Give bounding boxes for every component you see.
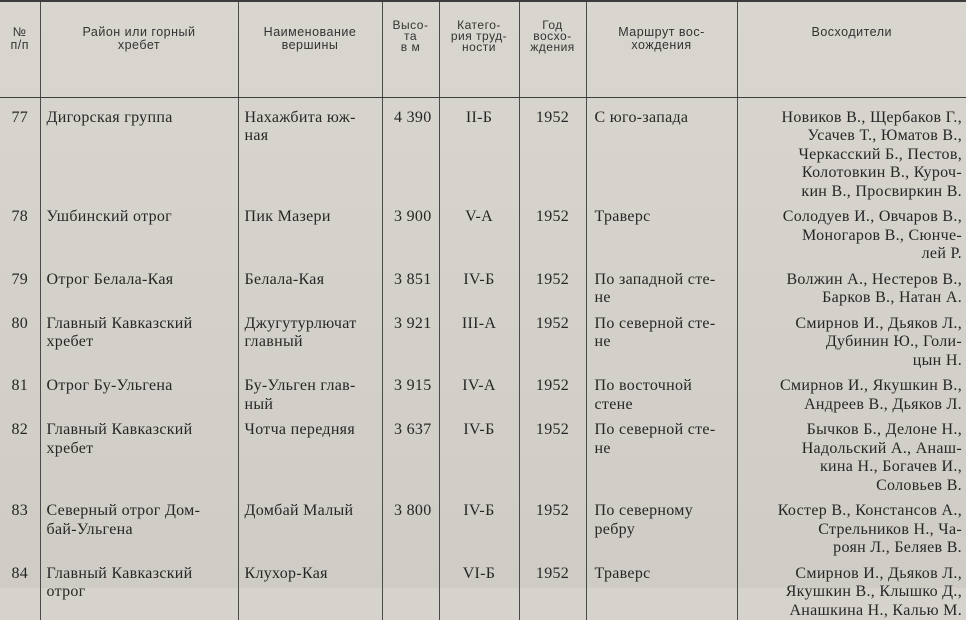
table-row: [0, 558, 966, 620]
row-route: С юго-запада: [586, 97, 737, 201]
row-peak: Белала-Кая: [238, 264, 382, 308]
table-row: [0, 97, 966, 201]
row-category: IV-Б: [439, 414, 519, 495]
row-region: Дигорская группа: [40, 97, 238, 201]
row-climbers: Костер В., Констансов А., Стрельников Н., Ча- роян Л., Беляев В.: [737, 495, 966, 558]
row-route: По западной сте- не: [586, 264, 737, 308]
header-region: Район или горный хребет: [40, 1, 238, 97]
header-category: Катего- рия труд- ности: [439, 1, 519, 97]
row-year: 1952: [519, 558, 586, 620]
row-year: 1952: [519, 414, 586, 495]
row-category: IV-А: [439, 370, 519, 414]
row-height: 3 637: [382, 414, 439, 495]
table-row: [0, 264, 966, 308]
row-peak: Джугутурлючат главный: [238, 308, 382, 371]
row-number: 81: [0, 370, 40, 414]
row-number: 79: [0, 264, 40, 308]
table-row: [0, 201, 966, 264]
row-region: Главный Кавказский хребет: [40, 308, 238, 371]
row-height: 4 390: [382, 97, 439, 201]
table-row: [0, 495, 966, 558]
row-height: 3 851: [382, 264, 439, 308]
row-year: 1952: [519, 370, 586, 414]
table-row: [0, 414, 966, 495]
row-climbers: Смирнов И., Якушкин В., Андреев В., Дьяков Л.: [737, 370, 966, 414]
row-region: Отрог Бу-Ульгена: [40, 370, 238, 414]
header-route: Маршрут вос- хождения: [586, 1, 737, 97]
row-route: По северной сте- не: [586, 414, 737, 495]
row-region: Северный отрог Дом- бай-Ульгена: [40, 495, 238, 558]
row-category: II-Б: [439, 97, 519, 201]
table-row: [0, 370, 966, 414]
header-climbers: Восходители: [737, 1, 966, 97]
row-route: Траверс: [586, 558, 737, 620]
row-climbers: Новиков В., Щербаков Г., Усачев Т., Юматов В., Черкасский Б., Пестов, Колотовкин В., Куроч- кин В., Просвиркин В.: [737, 97, 966, 201]
row-route: По северному ребру: [586, 495, 737, 558]
row-year: 1952: [519, 308, 586, 371]
row-year: 1952: [519, 264, 586, 308]
row-region: Отрог Белала-Кая: [40, 264, 238, 308]
row-category: IV-Б: [439, 264, 519, 308]
header-peak: Наименование вершины: [238, 1, 382, 97]
row-peak: Бу-Ульген глав- ный: [238, 370, 382, 414]
row-number: 78: [0, 201, 40, 264]
row-height: 3 900: [382, 201, 439, 264]
row-number: 83: [0, 495, 40, 558]
row-route: По восточной стене: [586, 370, 737, 414]
table-body: [0, 97, 966, 620]
row-peak: Клухор-Кая: [238, 558, 382, 620]
row-region: Главный Кавказский хребет: [40, 414, 238, 495]
row-number: 80: [0, 308, 40, 371]
row-category: V-А: [439, 201, 519, 264]
row-climbers: Бычков Б., Делоне Н., Надольский А., Анаш- кина Н., Богачев И., Соловьев В.: [737, 414, 966, 495]
row-height: [382, 558, 439, 620]
row-year: 1952: [519, 495, 586, 558]
row-number: 77: [0, 97, 40, 201]
row-climbers: Смирнов И., Дьяков Л., Дубинин Ю., Голи- цын Н.: [737, 308, 966, 371]
row-peak: Чотча передняя: [238, 414, 382, 495]
row-climbers: Волжин А., Нестеров В., Барков В., Натан А.: [737, 264, 966, 308]
table-header: [0, 1, 966, 97]
row-height: 3 800: [382, 495, 439, 558]
row-number: 82: [0, 414, 40, 495]
row-category: III-А: [439, 308, 519, 371]
row-peak: Нахажбита юж- ная: [238, 97, 382, 201]
row-height: 3 915: [382, 370, 439, 414]
row-year: 1952: [519, 201, 586, 264]
row-route: Траверс: [586, 201, 737, 264]
row-route: По северной сте- не: [586, 308, 737, 371]
row-height: 3 921: [382, 308, 439, 371]
row-number: 84: [0, 558, 40, 620]
header-num: № п/п: [0, 1, 40, 97]
row-peak: Домбай Малый: [238, 495, 382, 558]
row-region: Главный Кавказский отрог: [40, 558, 238, 620]
table-row: [0, 308, 966, 371]
header-year: Год восхо- ждения: [519, 1, 586, 97]
header-height: Высо- та в м: [382, 1, 439, 97]
row-year: 1952: [519, 97, 586, 201]
row-category: IV-Б: [439, 495, 519, 558]
row-climbers: Солодуев И., Овчаров В., Моногаров В., Сюнче- лей Р.: [737, 201, 966, 264]
row-peak: Пик Мазери: [238, 201, 382, 264]
row-category: VI-Б: [439, 558, 519, 620]
row-climbers: Смирнов И., Дьяков Л., Якушкин В., Клышко Д., Анашкина Н., Калью М.: [737, 558, 966, 620]
row-region: Ушбинский отрог: [40, 201, 238, 264]
